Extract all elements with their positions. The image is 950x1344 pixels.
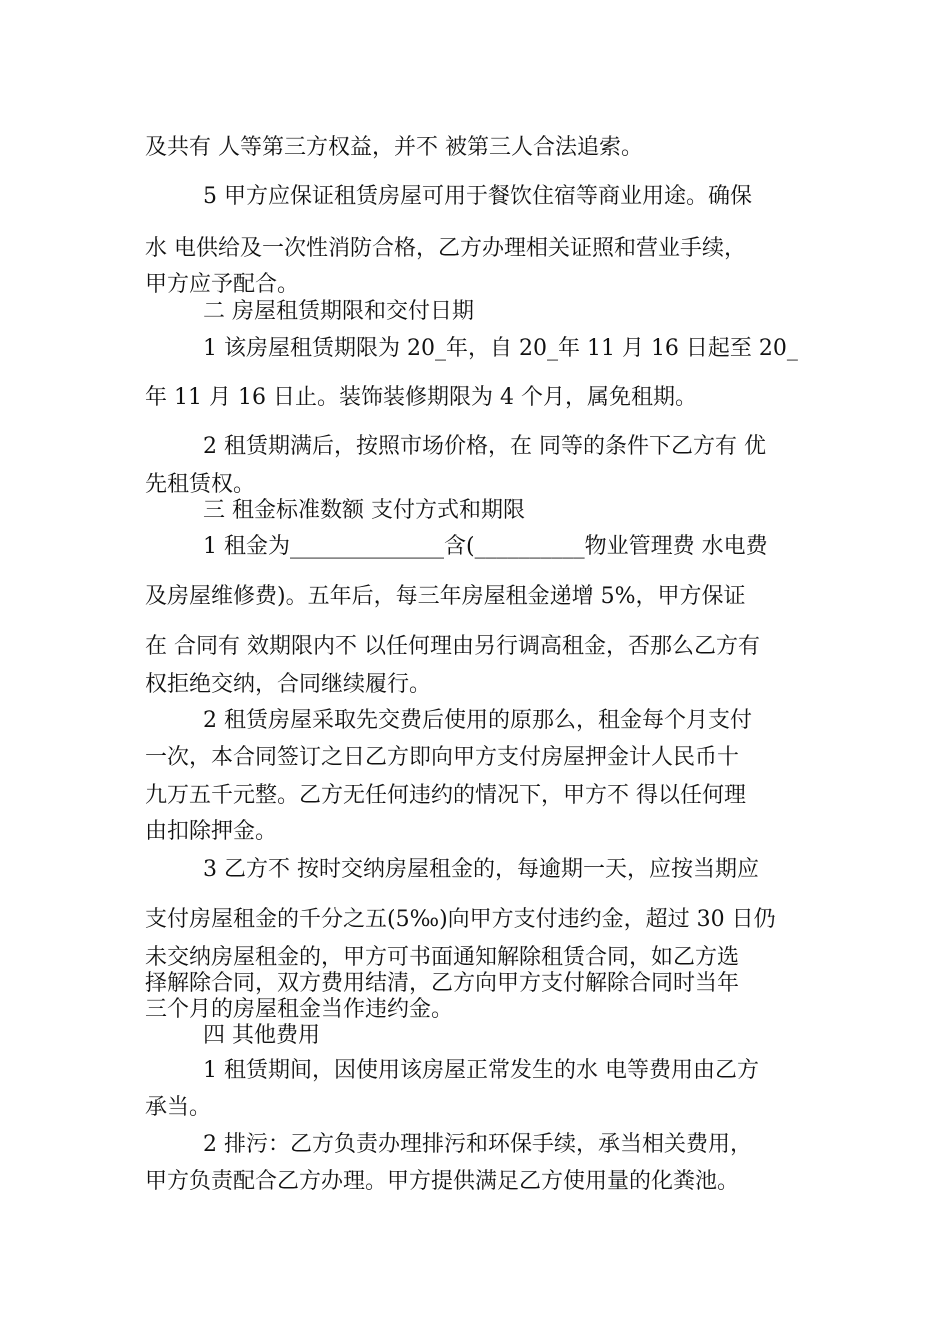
- text-line: 及共有 人等第三方权益，并不 被第三人合法追索。: [145, 135, 643, 160]
- text-line: 支付房屋租金的千分之五(5‰)向甲方支付违约金，超过 30 日仍: [145, 907, 776, 932]
- section-heading: 二 房屋租赁期限和交付日期: [203, 299, 474, 324]
- text-line: 2 租赁期满后，按照市场价格，在 同等的条件下乙方有 优: [203, 434, 766, 459]
- text-line: 先租赁权。: [145, 472, 256, 497]
- text-line: 5 甲方应保证租赁房屋可用于餐饮住宿等商业用途。确保: [203, 184, 752, 209]
- text-line: 三个月的房屋租金当作违约金。: [145, 997, 454, 1022]
- text-line: 3 乙方不 按时交纳房屋租金的，每逾期一天，应按当期应: [203, 857, 759, 882]
- text-line: 2 租赁房屋采取先交费后使用的原那么，租金每个月支付: [203, 708, 752, 733]
- text-line: 甲方应予配合。: [145, 272, 300, 297]
- text-line: 在 合同有 效期限内不 以任何理由另行调高租金，否那么乙方有: [145, 634, 760, 659]
- text-line: 年 11 月 16 日止。装饰装修期限为 4 个月，属免租期。: [145, 385, 697, 410]
- text-line: 甲方负责配合乙方办理。甲方提供满足乙方使用量的化粪池。: [145, 1169, 740, 1194]
- text-line: 权拒绝交纳，合同继续履行。: [145, 672, 432, 697]
- text-line: 未交纳房屋租金的，甲方可书面通知解除租赁合同，如乙方选: [145, 945, 740, 970]
- text-line: 承当。: [145, 1095, 212, 1120]
- text-line: 2 排污：乙方负责办理排污和环保手续，承当相关费用，: [203, 1132, 752, 1157]
- text-line: 由扣除押金。: [145, 819, 278, 844]
- text-line: 九万五千元整。乙方无任何违约的情况下，甲方不 得以任何理: [145, 783, 746, 808]
- text-line: 水 电供给及一次性消防合格，乙方办理相关证照和营业手续，: [145, 236, 746, 261]
- section-heading: 四 其他费用: [203, 1023, 320, 1048]
- text-line: 1 租赁期间，因使用该房屋正常发生的水 电等费用由乙方: [203, 1058, 759, 1083]
- text-line: 1 租金为______________含(__________物业管理费 水电费: [203, 534, 768, 559]
- text-line: 择解除合同，双方费用结清，乙方向甲方支付解除合同时当年: [145, 971, 740, 996]
- section-heading: 三 租金标准数额 支付方式和期限: [203, 498, 525, 523]
- text-line: 及房屋维修费)。五年后，每三年房屋租金递增 5%，甲方保证: [145, 584, 746, 609]
- text-line: 一次，本合同签订之日乙方即向甲方支付房屋押金计人民币十: [145, 745, 740, 770]
- text-line: 1 该房屋租赁期限为 20_年，自 20_年 11 月 16 日起至 20_: [203, 336, 798, 361]
